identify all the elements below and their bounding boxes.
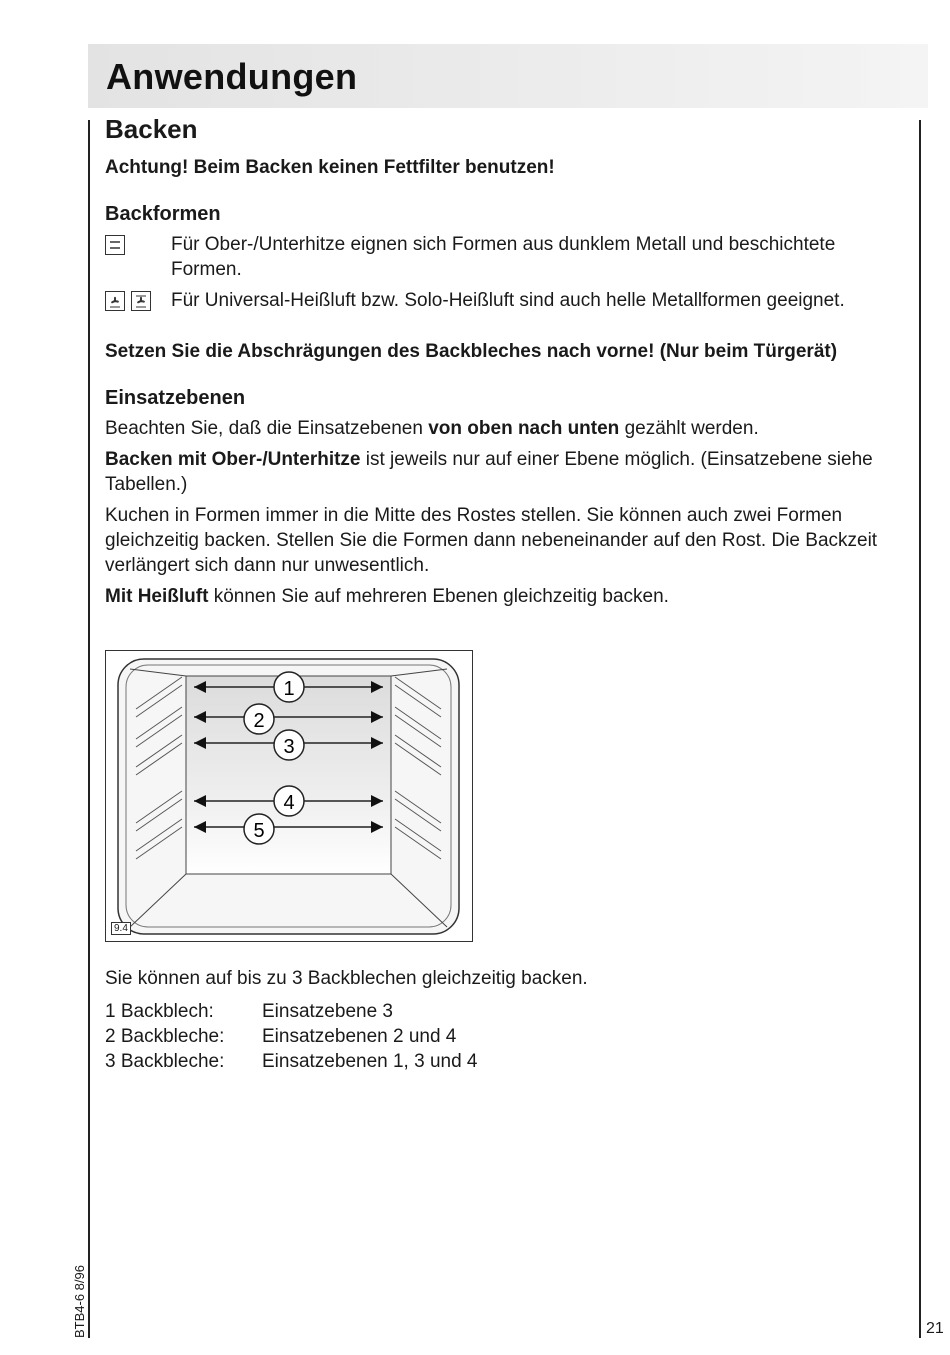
tray-count: 3 Backbleche:: [105, 1051, 225, 1072]
trays-section: [105, 966, 910, 1074]
warning-text: Achtung! Beim Backen keinen Fettfilter benutzen!: [105, 157, 555, 178]
main-content: [105, 114, 910, 615]
einsatzebenen-p1: Beachten Sie, daß die Einsatzebenen von oben nach unten gezählt werden.: [105, 418, 759, 439]
backformen-text-1: Für Ober-/Unterhitze eignen sich Formen aus dunklem Metall und beschichtete Formen.: [171, 234, 836, 280]
right-margin-rule: [919, 120, 921, 1338]
tray-row: [105, 1024, 910, 1049]
backformen-row-2: [105, 288, 910, 313]
tray-row: [105, 999, 910, 1024]
figure-label: 9.4: [111, 922, 131, 935]
tray-count: 2 Backbleche:: [105, 1026, 225, 1047]
einsatzebenen-p4: Mit Heißluft können Sie auf mehreren Ebenen gleichzeitig backen.: [105, 586, 669, 607]
page-number: 21: [926, 1320, 944, 1337]
level-1-label: 1: [283, 678, 295, 700]
level-5-label: 5: [253, 820, 265, 842]
einsatzebenen-p3: Kuchen in Formen immer in die Mitte des Rostes stellen. Sie können auch zwei Formen gleichzeitig backen. Stellen Sie die Formen dann nebeneinander auf den Rost. Die Backzeit verlängert sich dann nur unwesentlich.: [105, 505, 878, 576]
universal-heissluft-icon: [105, 291, 125, 311]
tray-count: 1 Backblech:: [105, 1001, 214, 1022]
section-title: Backen: [105, 114, 198, 144]
level-2-label: 2: [253, 710, 265, 732]
notice-text: Setzen Sie die Abschrägungen des Backbleches nach vorne! (Nur beim Türgerät): [105, 341, 838, 362]
tray-row: [105, 1049, 910, 1074]
solo-heissluft-icon: [131, 291, 151, 311]
level-4-label: 4: [283, 792, 295, 814]
backformen-heading: Backformen: [105, 203, 221, 225]
tray-levels: Einsatzebenen 1, 3 und 4: [262, 1051, 478, 1072]
backformen-text-2: Für Universal-Heißluft bzw. Solo-Heißluft sind auch helle Metallformen geeignet.: [171, 290, 845, 311]
backformen-row-1: [105, 232, 910, 282]
oben-unterhitze-icon: [105, 235, 125, 255]
einsatzebenen-p2: Backen mit Ober-/Unterhitze ist jeweils nur auf einer Ebene möglich. (Einsatzebene siehe Tabellen.): [105, 449, 873, 495]
tray-levels: Einsatzebenen 2 und 4: [262, 1026, 457, 1047]
left-margin-rule: [88, 120, 90, 1338]
page-title: Anwendungen: [106, 56, 358, 97]
trays-intro: Sie können auf bis zu 3 Backblechen gleichzeitig backen.: [105, 968, 588, 989]
level-3-label: 3: [283, 736, 295, 758]
oven-levels-figure: [105, 650, 473, 942]
einsatzebenen-heading: Einsatzebenen: [105, 387, 246, 409]
document-code: BTB4-6 8/96: [72, 1265, 87, 1338]
tray-levels: Einsatzebene 3: [262, 1001, 393, 1022]
